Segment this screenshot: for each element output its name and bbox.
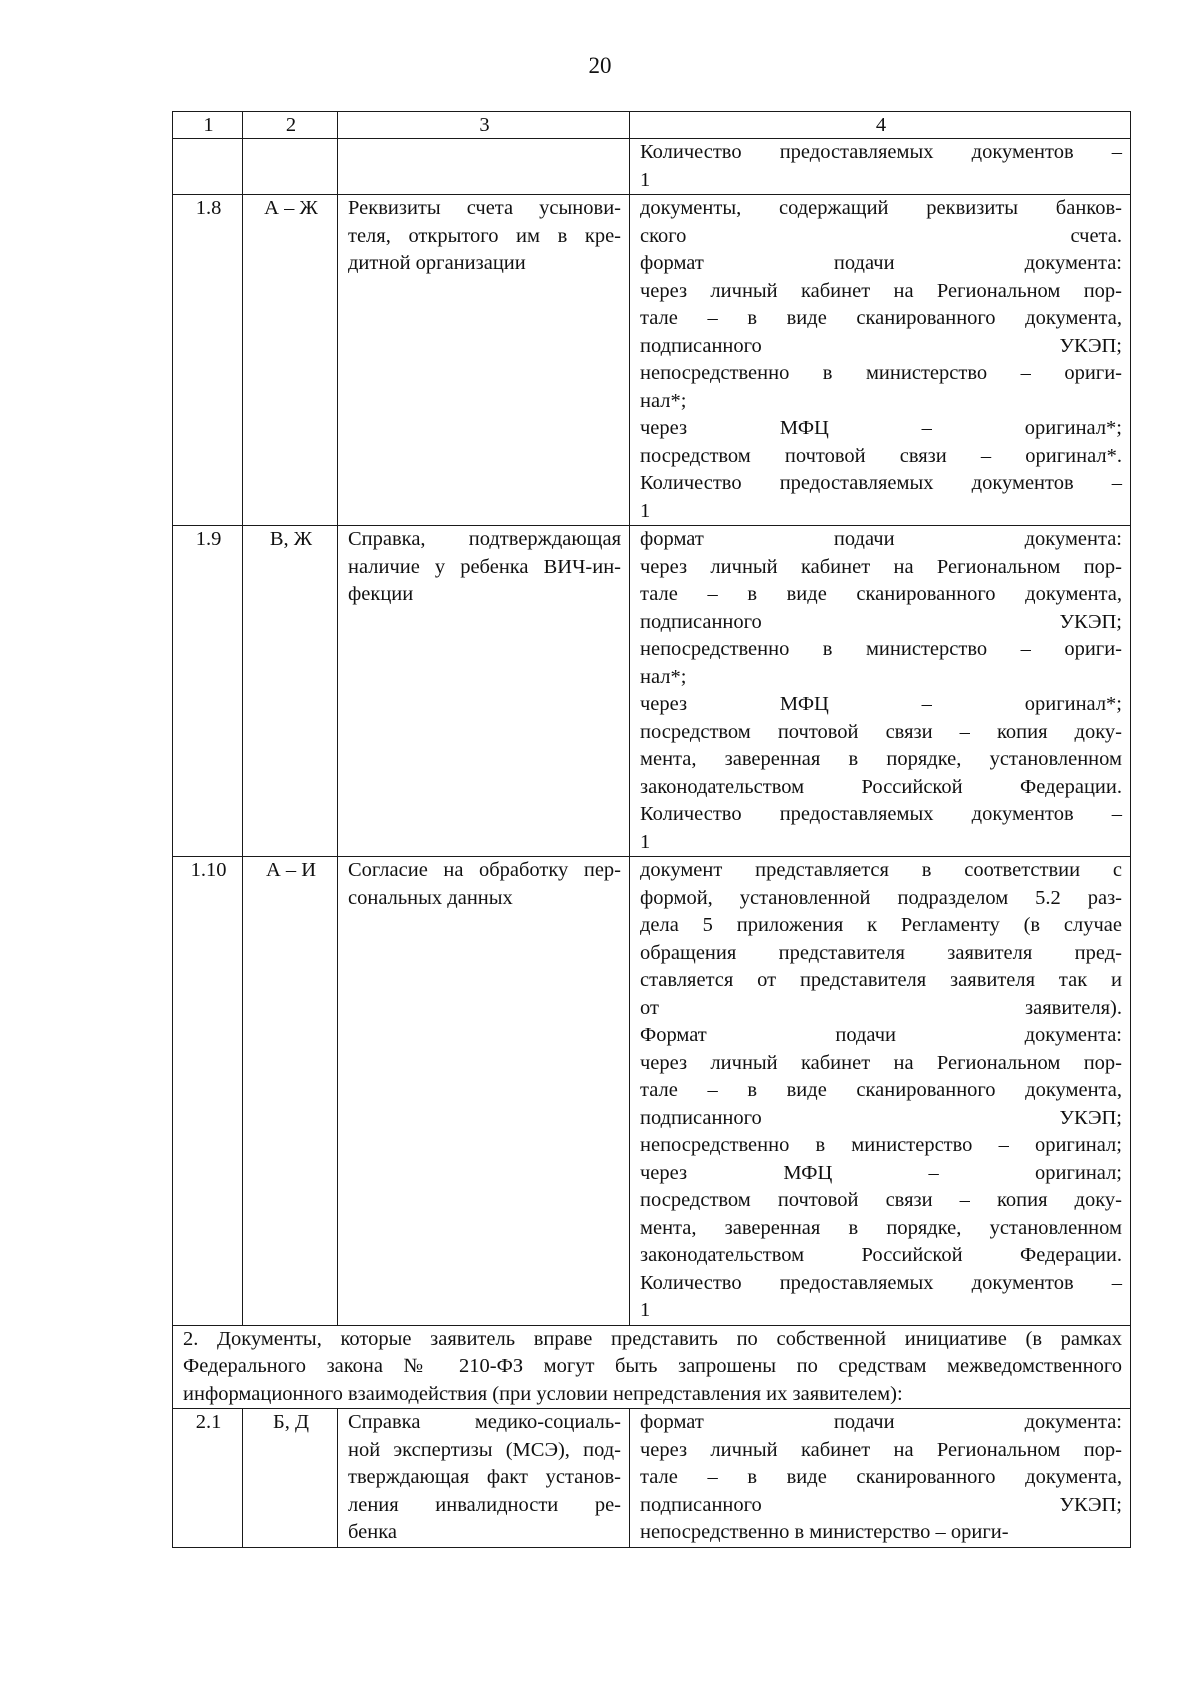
row-category: Б, Д [243,1409,338,1548]
text-line: обращения представителя заявителя пред- [640,941,1122,964]
table-row [173,139,1131,195]
document-description [630,857,1131,1326]
text-line: Справка, подтверждающая [348,528,621,550]
text-line: формат подачи документа: [640,252,1122,274]
column-header: 4 [630,112,1131,139]
documents-table [172,111,1131,1548]
row-number: 1.10 [173,857,243,1326]
text-line: через МФЦ – оригинал*; [640,417,1122,439]
text-line: через личный кабинет на Региональном пор- [640,1051,1122,1074]
text-line: 2. Документы, которые заявитель вправе представить по собственной инициативе (в рамках [183,1327,1122,1350]
text-line: подписанного УКЭП; [640,1106,1122,1129]
document-description [630,195,1131,526]
text-line: ставляется от представителя заявителя так и [640,969,1122,991]
row-number [173,139,243,195]
text-line: 1 [640,499,651,522]
text-line: формат подачи документа: [640,528,1122,550]
text-line: ского счета. [640,224,1122,247]
text-line: документы, содержащий реквизиты банков- [640,197,1122,219]
table-header-row [173,112,1131,139]
document-name [338,857,630,1326]
row-category: А – Ж [243,195,338,526]
text-line: Количество предоставляемых документов – [640,1271,1122,1294]
text-line: посредством почтовой связи – копия доку- [640,1189,1122,1211]
text-line: информационного взаимодействия (при условии непредставления их заявителем): [183,1382,903,1405]
text-line: посредством почтовой связи – копия доку- [640,720,1122,743]
text-line: непосредственно в министерство – ориги- [640,362,1122,384]
table-row [173,857,1131,1326]
row-number: 1.9 [173,526,243,857]
text-line: 1 [640,168,651,191]
text-line: ной экспертизы (МСЭ), под- [348,1438,621,1461]
table-row [173,195,1131,526]
text-line: Количество предоставляемых документов – [640,803,1122,825]
text-line: через МФЦ – оригинал*; [640,693,1122,715]
column-header: 2 [243,112,338,139]
text-line: формат подачи документа: [640,1411,1122,1433]
table-row [173,526,1131,857]
section-2-heading [173,1325,1131,1409]
document-name [338,1409,630,1548]
column-header: 3 [338,112,630,139]
text-line: через МФЦ – оригинал; [640,1161,1122,1184]
text-line: дитной организации [348,252,526,274]
text-line: непосредственно в министерство – оригинал; [640,1134,1122,1156]
text-line: подписанного УКЭП; [640,610,1122,633]
document-description [630,1409,1131,1548]
text-line: тале – в виде сканированного документа, [640,307,1122,329]
text-line: 1 [640,830,651,853]
text-line: бенка [348,1521,397,1543]
document-description [630,139,1131,195]
text-line: непосредственно в министерство – ориги- [640,638,1122,660]
text-line: Количество предоставляемых документов – [640,141,1122,163]
text-line: фекции [348,583,414,605]
text-line: тале – в виде сканированного документа, [640,583,1122,605]
text-line: документ представляется в соответствии с [640,859,1122,881]
text-line: посредством почтовой связи – оригинал*. [640,444,1122,467]
text-line: Федерального закона № 210-ФЗ могут быть запрошены по средствам межведомственного [183,1355,1122,1377]
text-line: нал*; [640,389,687,412]
table-row [173,1409,1131,1548]
text-line: законодательством Российской Федерации. [640,775,1122,798]
document-description [630,526,1131,857]
text-line: непосредственно в министерство – ориги- [640,1521,1009,1543]
row-category: А – И [243,857,338,1326]
row-category [243,139,338,195]
text-line: дела 5 приложения к Регламенту (в случае [640,914,1122,936]
document-name [338,139,630,195]
text-line: формой, установленной подразделом 5.2 раз- [640,886,1122,909]
document-name [338,526,630,857]
text-line: 1 [640,1299,651,1321]
text-line: Реквизиты счета усынови- [348,197,621,219]
row-category: В, Ж [243,526,338,857]
text-line: через личный кабинет на Региональном пор- [640,279,1122,302]
text-line: теля, открытого им в кре- [348,224,621,247]
text-line: мента, заверенная в порядке, установленном [640,1216,1122,1239]
text-line: тверждающая факт установ- [348,1466,621,1488]
text-line: нал*; [640,665,687,688]
row-number: 2.1 [173,1409,243,1548]
text-line: тале – в виде сканированного документа, [640,1466,1122,1488]
text-line: тале – в виде сканированного документа, [640,1079,1122,1101]
page-number: 20 [588,53,612,78]
text-line: сональных данных [348,886,513,909]
text-line: через личный кабинет на Региональном пор- [640,555,1122,578]
row-number: 1.8 [173,195,243,526]
column-header: 1 [173,112,243,139]
text-line: Справка медико-социаль- [348,1411,621,1433]
text-line: подписанного УКЭП; [640,334,1122,357]
text-line: ления инвалидности ре- [348,1493,621,1516]
text-line: наличие у ребенка ВИЧ-ин- [348,555,621,578]
text-line: мента, заверенная в порядке, установленном [640,748,1122,770]
text-line: подписанного УКЭП; [640,1493,1122,1516]
text-line: Согласие на обработку пер- [348,859,621,881]
section-2-row [173,1325,1131,1409]
text-line: от заявителя). [640,996,1122,1019]
text-line: Количество предоставляемых документов – [640,472,1122,494]
text-line: Формат подачи документа: [640,1024,1122,1046]
document-name [338,195,630,526]
text-line: законодательством Российской Федерации. [640,1244,1122,1266]
text-line: через личный кабинет на Региональном пор- [640,1438,1122,1461]
